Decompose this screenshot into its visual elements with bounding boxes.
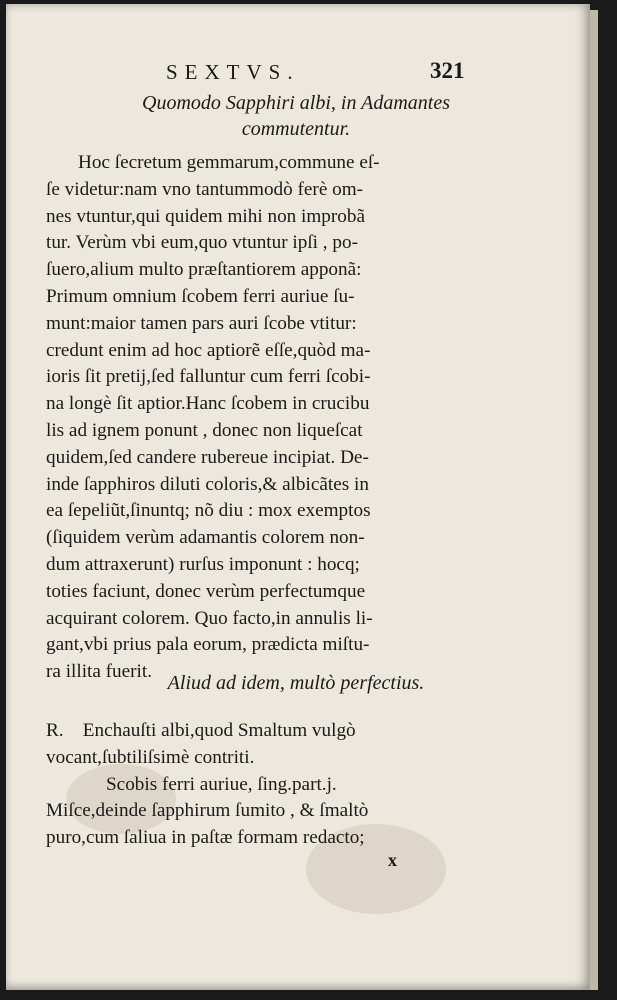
- recipe-text: [46, 718, 486, 852]
- text-line: gant,vbi prius pala eorum, prædicta miſtu-: [46, 634, 370, 656]
- text-line: ioris ſit pretij,ſed falluntur cum ferri ſcobi-: [46, 366, 371, 388]
- text-line: acquirant colorem. Quo facto,in annulis li-: [46, 607, 373, 629]
- text-line: na longè ſit aptior.Hanc ſcobem in crucibu: [46, 393, 370, 415]
- text-line: quidem,ſed candere rubereue incipiat. De-: [46, 446, 369, 468]
- text-line: tur. Verùm vbi eum,quo vtuntur ipſi , po-: [46, 232, 358, 254]
- book-page: [6, 4, 590, 990]
- text-line: inde ſapphiros diluti coloris,& albicãtes in: [46, 473, 369, 495]
- text-line: munt:maior tamen pars auri ſcobe vtitur:: [46, 312, 357, 334]
- text-line: credunt enim ad hoc aptiorẽ eſſe,quòd ma-: [46, 339, 371, 361]
- text-line: ſuero,alium multo præſtantiorem apponã:: [46, 259, 362, 281]
- recipe-line: puro,cum ſaliua in paſtæ formam redacto;: [46, 827, 365, 849]
- text-line: ea ſepeliũt,ſinuntq; nõ diu : mox exemptos: [46, 500, 371, 522]
- text-line: ra illita fuerit.: [46, 661, 153, 683]
- text-line: (ſiquidem verùm adamantis colorem non-: [46, 527, 365, 549]
- recipe-line: Miſce,deinde ſapphirum ſumito , & ſmaltò: [46, 800, 369, 822]
- text-line: toties faciunt, donec verùm perfectumque: [46, 580, 366, 602]
- recipe-line: vocant,ſubtiliſsimè contriti.: [46, 746, 255, 768]
- recipe-line: Scobis ferri auriue, ſing.part.j.: [106, 773, 337, 795]
- recipe-line: R. Enchauſti albi,quod Smaltum vulgò: [46, 720, 356, 741]
- section-title: commutentur.: [241, 118, 351, 140]
- signature-mark: x: [388, 850, 397, 870]
- text-line: Primum omnium ſcobem ferri auriue ſu-: [46, 285, 355, 307]
- page-number: 321: [430, 58, 465, 83]
- main-text: [46, 150, 486, 686]
- subheading: Aliud ad idem, multò perfectius.: [167, 672, 425, 694]
- running-head: SEXTVS.: [166, 60, 300, 84]
- text-line: nes vtuntur,qui quidem mihi non improbã: [46, 205, 365, 227]
- page-header: [6, 56, 590, 86]
- text-line: dum attraxerunt) rurſus imponunt : hocq;: [46, 553, 360, 575]
- text-line: Hoc ſecretum gemmarum,commune eſ-: [78, 152, 380, 173]
- text-line: lis ad ignem ponunt , donec non liqueſcat: [46, 419, 363, 441]
- section-title: Quomodo Sapphiri albi, in Adamantes: [142, 92, 450, 114]
- text-line: ſe videtur:nam vno tantummodò ferè om-: [46, 178, 364, 200]
